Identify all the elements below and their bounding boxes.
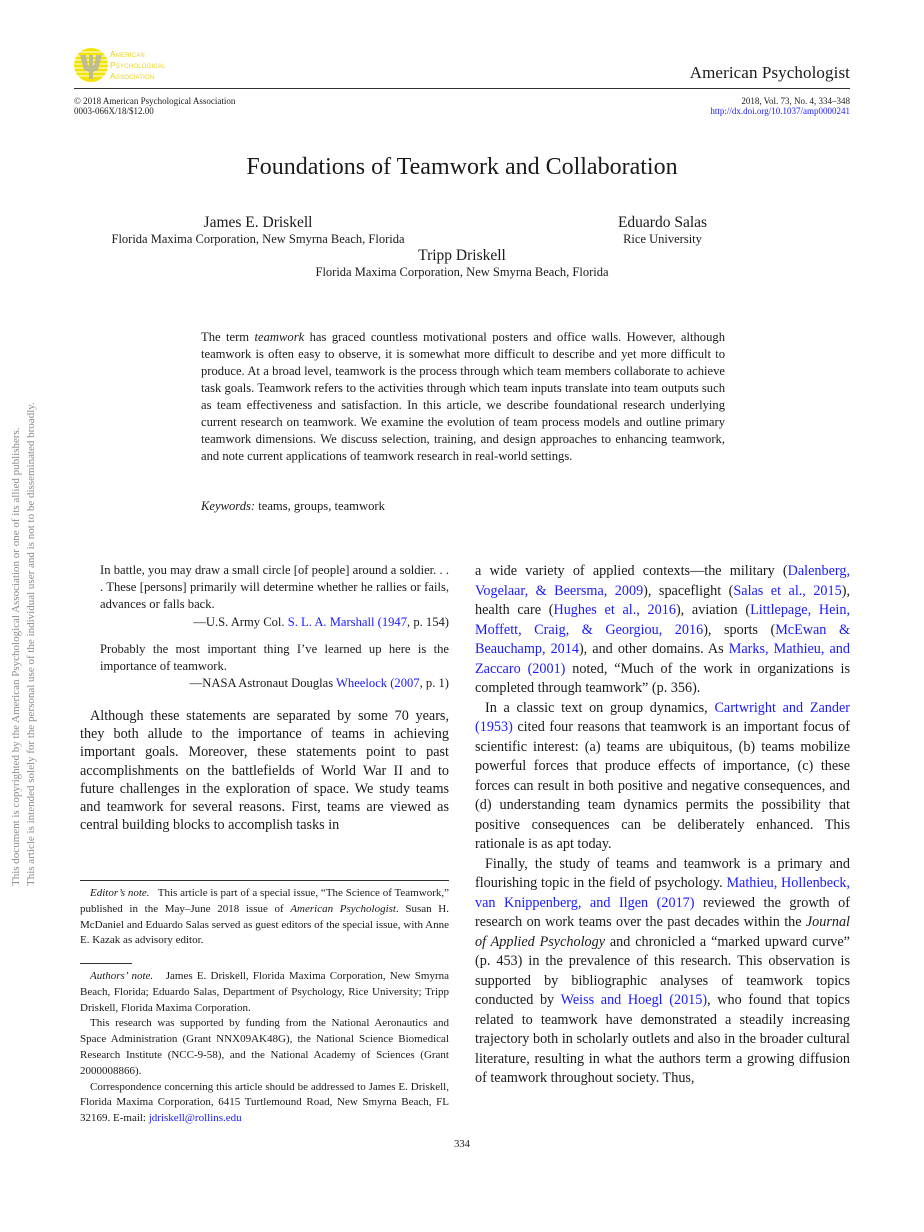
attribution-text: —NASA Astronaut Douglas <box>189 676 337 691</box>
text-run: a wide variety of applied contexts—the military ( <box>475 563 788 579</box>
editors-note-text: This article is part of a special issue, “The Science of Teamwork,” published in the May–June 2018 issue of <box>80 887 452 915</box>
editors-note <box>80 886 452 949</box>
text-run: , who found that topics related to teamwork have demonstrated a steadily increasing trajectory both in scholarly outlets and also in the broader cultural literature, resulting in what the authors term a growing diffusion of teamwork throughout society. Thus, <box>475 992 850 1086</box>
author-affiliation: Florida Maxima Corporation, New Smyrna Beach, Florida <box>111 232 405 246</box>
epigraph-attribution <box>100 614 449 631</box>
epigraph <box>100 562 449 631</box>
abstract <box>201 329 725 465</box>
side-copyright-notice: This document is copyrighted by the American Psychological Association or one of its allied publishers. <box>10 427 22 886</box>
body-paragraph <box>475 855 850 1089</box>
text-run: ), spaceflight ( <box>643 582 734 599</box>
keywords-list: teams, groups, teamwork <box>255 499 385 513</box>
logo-line: Association <box>110 71 155 81</box>
body-paragraph <box>475 699 850 855</box>
citation-link[interactable]: Wheelock (2007 <box>336 676 420 691</box>
text-run: In a classic text on group dynamics, <box>485 699 715 716</box>
citation-link[interactable]: Littlepage, Hein, Moffett, Craig, & Georgiou, 2016 <box>475 602 851 638</box>
keywords <box>201 499 385 514</box>
epigraph-attribution <box>100 675 449 692</box>
author-affiliation: Florida Maxima Corporation, New Smyrna Beach, Florida <box>315 265 609 279</box>
author-block <box>590 214 735 246</box>
attribution-text: , p. 1) <box>419 676 449 691</box>
issn-text: 0003-066X/18/$12.00 <box>74 106 154 116</box>
journal-title: American Psychologist <box>290 902 396 915</box>
volume-info-block <box>710 96 850 116</box>
footnote-separator <box>80 963 132 964</box>
attribution-text: —U.S. Army Col. <box>193 614 288 629</box>
epigraphs <box>100 562 449 692</box>
text-run: and chronicled a “marked upward curve” (p. 453) in the prevalence of this research. This observation is supported by bibliographic analyses of teamwork topics conducted by <box>475 933 850 1008</box>
body-paragraph <box>475 562 850 699</box>
author-name: Tripp Driskell <box>418 247 506 264</box>
apa-psi-logo-icon <box>74 46 108 84</box>
email-link[interactable]: jdriskell@rollins.edu <box>148 1112 242 1125</box>
body-paragraph: Although these statements are separated by some 70 years, they both allude to the importance of teams in achieving important goals. Moreover, these statements point to past accomplishments on the battlefields of World War II and to future challenges in the exploration of space. We study teams and teamwork for several reasons. First, teams are viewed as central building blocks to accomplish tasks in <box>80 708 449 834</box>
copyright-block <box>74 96 235 116</box>
abstract-term: teamwork <box>254 330 305 344</box>
text-run: ), sports ( <box>703 621 776 638</box>
author-name: Eduardo Salas <box>617 214 708 231</box>
header-rule <box>74 88 850 89</box>
body-right-column <box>475 562 850 1089</box>
copyright-text: © 2018 American Psychological Association <box>74 96 236 106</box>
citation-link[interactable]: Dalenberg, Vogelaar, & Beersma, 2009 <box>475 563 850 599</box>
article-title: Foundations of Teamwork and Collaboration <box>246 154 678 180</box>
funding-note: This research was supported by funding from the National Aeronautics and Space Administration (Grant NNX09AK48G), the National Science Biomedical Research Institute (NCC-9-58), and the National Academy of Sciences (Grant 2000008866). <box>80 1017 449 1077</box>
author-block <box>90 214 426 246</box>
citation-link[interactable]: McEwan & Beauchamp, 2014 <box>475 621 850 657</box>
authors-note-label: Authors’ note. <box>90 970 154 982</box>
author-block <box>282 247 642 279</box>
citation-link[interactable]: Cartwright and Zander (1953) <box>475 699 850 735</box>
page-number: 334 <box>454 1139 470 1150</box>
citation-link[interactable]: Marks, Mathieu, and Zaccaro (2001) <box>475 641 850 677</box>
doi-link[interactable]: http://dx.doi.org/10.1037/amp0000241 <box>710 106 850 116</box>
epigraph-text: In battle, you may draw a small circle [of people] around a soldier. . . . These [persons] primarily will determine whether he rallies or fails, advances or falls back. <box>100 563 449 612</box>
text-run: Finally, the study of teams and teamwork is a primary and flourishing topic in the field of psychology. <box>475 855 850 891</box>
citation-link[interactable]: Salas et al., 2015 <box>733 582 842 599</box>
correspondence-text: Correspondence concerning this article should be addressed to James E. Driskell, Florida Maxima Corporation, 6415 Turtlemound Road, New Smyrna Beach, FL 32169. E-mail: <box>80 1080 449 1125</box>
author-name: James E. Driskell <box>203 214 313 231</box>
citation-link[interactable]: S. L. A. Marshall (1947 <box>287 614 408 629</box>
editors-note-label: Editor’s note. <box>90 887 150 899</box>
text-run: ), aviation ( <box>675 602 751 618</box>
citation-link[interactable]: Hughes et al., 2016 <box>553 602 676 618</box>
journal-name: American Psychologist <box>689 63 850 82</box>
citation-link[interactable]: Weiss and Hoegl (2015) <box>560 992 708 1008</box>
editors-note-text: . Susan H. McDaniel and Eduardo Salas served as guest editors of the special issue, with Anne E. Kazak as advisory editor. <box>80 902 449 947</box>
text-run: noted, “Much of the work in organizations is completed through teamwork” (p. 356). <box>475 660 851 696</box>
author-affiliation: Rice University <box>623 232 702 246</box>
authors-note <box>80 969 452 1127</box>
logo-line: American <box>110 49 145 59</box>
journal-title: Journal of Applied Psychology <box>475 914 850 950</box>
epigraph-text: Probably the most important thing I’ve learned up here is the importance of teamwork. <box>100 641 449 674</box>
text-run: reviewed the growth of research on work teams over the past decades within the <box>475 894 850 930</box>
apa-logo-text <box>110 49 166 82</box>
attribution-text: , p. 154) <box>407 614 449 629</box>
abstract-text: has graced countless motivational posters and office walls. However, although teamwork is often easy to observe, it is somewhat more difficult to describe and yet more difficult to produce. At a broad level, teamwork is the process through which team members collaborate to achieve task goals. Teamwork refers to the activities through which team inputs translate into team outputs such as team effectiveness and satisfaction. In this article, we describe foundational research underlying current research on teamwork. We examine the evolution of team process models and outline primary teamwork dimensions. We discuss selection, training, and design approaches to enhancing teamwork, and note current applications of teamwork research in real-world settings. <box>201 330 725 463</box>
epigraph <box>100 641 449 693</box>
text-run: ), health care ( <box>475 582 850 618</box>
footnote-rule <box>80 880 449 881</box>
text-run: cited four reasons that teamwork is an important focus of scientific interest: (a) teams are ubiquitous, (b) teams mobilize powerful forces that produce effects of importance, (c) these forces can result in both positive and negative consequences, and (d) understanding team dynamics permits the possibility that positive consequences can be deliberately enhanced. This rationale is as apt today. <box>475 719 850 852</box>
side-usage-notice: This article is intended solely for the personal use of the individual user and is not to be disseminated broadly. <box>25 402 37 886</box>
text-run: ), and other domains. As <box>578 641 729 657</box>
keywords-label: Keywords: <box>201 499 256 513</box>
authors-note-text: James E. Driskell, Florida Maxima Corporation, New Smyrna Beach, Florida; Eduardo Salas, Department of Psychology, Rice University; Tripp Driskell, Florida Maxima Corporation. <box>80 970 452 1014</box>
abstract-text: The term <box>201 330 255 344</box>
apa-logo <box>74 46 184 86</box>
citation-link[interactable]: Mathieu, Hollenbeck, van Knippenberg, and Ilgen (2017) <box>475 875 851 911</box>
volume-info: 2018, Vol. 73, No. 4, 334–348 <box>741 96 850 106</box>
logo-line: Psychological <box>110 60 166 70</box>
